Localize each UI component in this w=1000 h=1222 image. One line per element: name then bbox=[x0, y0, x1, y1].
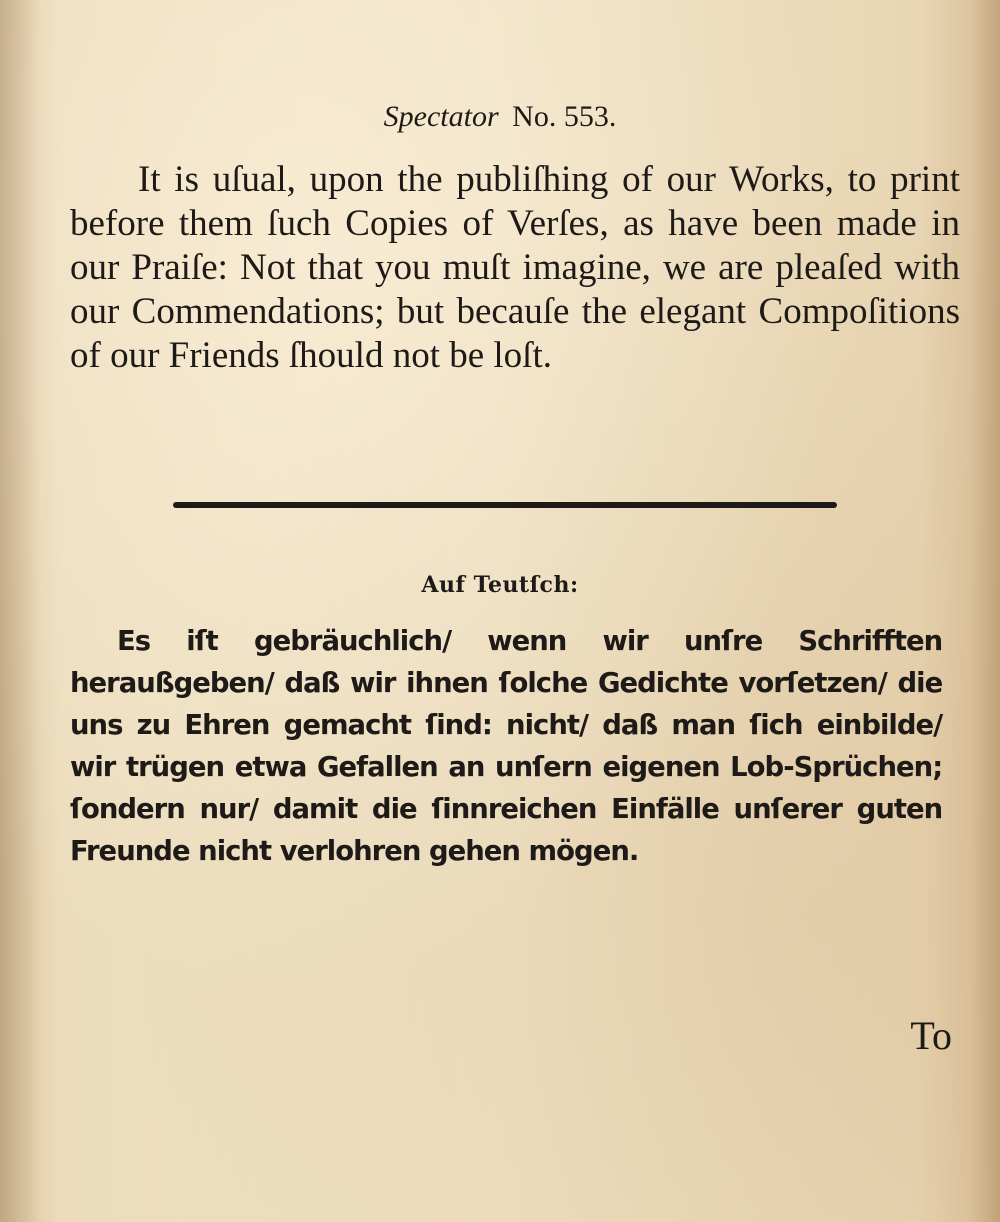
page-edge-shadow-right bbox=[970, 0, 1000, 1222]
english-paragraph: It is uſual, upon the publiſhing of our Works, to print before them ſuch Copies of Verſes, as have been made in our Praiſe: Not that you muſt imagine, we are pleaſed with our Commendations; but becauſe the elegant Compoſitions of our Friends ſhould not be loſt. bbox=[70, 159, 960, 376]
header-title: Spectator bbox=[383, 100, 499, 133]
german-paragraph: Es iſt gebräuchlich/ wenn wir unſre Schrifften heraußgeben/ daß wir ihnen ſolche Gedichte vorſetzen/ die uns zu Ehren gemacht ſind: nicht/ daß man ſich einbilde/ wir trügen etwa Gefallen an unſern eigenen Lob-Sprüchen; ſondern nur/ damit die ſinnreichen Einfälle unſerer guten Freunde nicht verlohren gehen mögen. bbox=[70, 624, 943, 867]
page-edge-shadow-left bbox=[0, 0, 40, 1222]
section-divider-rule bbox=[173, 502, 837, 508]
german-heading: Auf Teutſch: bbox=[421, 572, 579, 598]
running-header bbox=[0, 100, 1000, 134]
catchword: To bbox=[910, 1013, 952, 1058]
header-number: No. 553. bbox=[512, 100, 617, 133]
